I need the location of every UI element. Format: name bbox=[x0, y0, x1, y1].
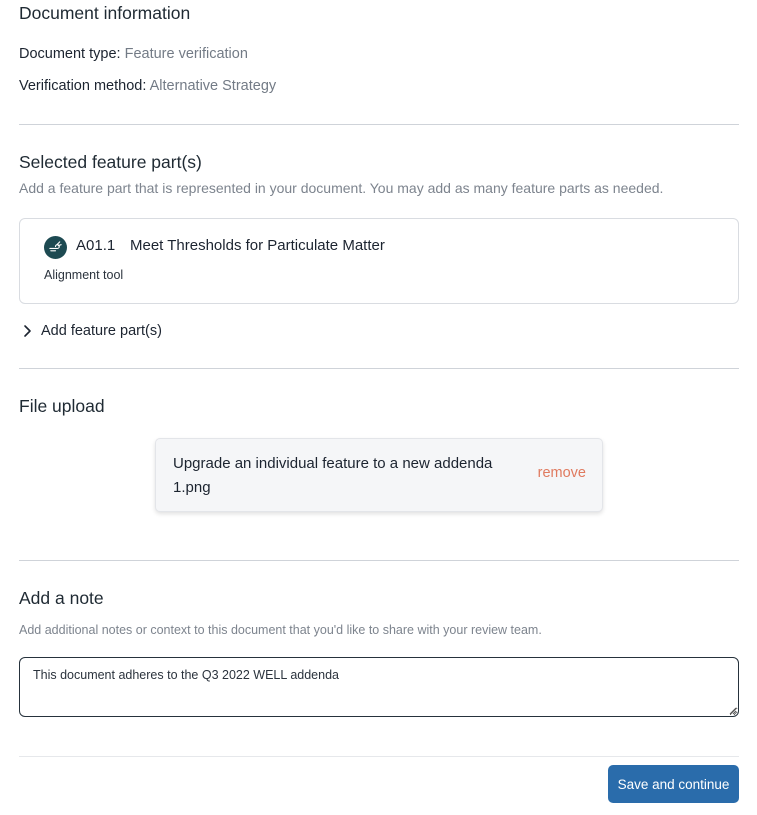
divider bbox=[19, 124, 739, 125]
feature-name: Meet Thresholds for Particulate Matter bbox=[130, 237, 385, 254]
document-type-label: Document type: bbox=[19, 46, 121, 62]
note-textarea[interactable] bbox=[19, 657, 739, 717]
save-and-continue-button[interactable]: Save and continue bbox=[608, 765, 739, 803]
divider bbox=[19, 560, 739, 561]
uploaded-file-name: Upgrade an individual feature to a new addenda 1.png bbox=[173, 455, 493, 496]
file-upload-title: File upload bbox=[19, 396, 105, 416]
feature-card bbox=[19, 218, 739, 304]
document-type-value: Feature verification bbox=[124, 46, 248, 62]
add-feature-button[interactable] bbox=[19, 320, 162, 342]
note-hint: Add additional notes or context to this document that you'd like to share with your review team. bbox=[19, 623, 542, 637]
add-feature-label: Add feature part(s) bbox=[41, 323, 162, 339]
note-title: Add a note bbox=[19, 588, 104, 608]
divider bbox=[19, 368, 739, 369]
air-icon bbox=[44, 236, 67, 259]
document-type-row bbox=[19, 46, 248, 62]
verification-method-row bbox=[19, 78, 276, 94]
chevron-right-icon bbox=[19, 323, 35, 339]
uploaded-file-card bbox=[155, 438, 603, 512]
verification-method-label: Verification method: bbox=[19, 78, 147, 94]
feature-code: A01.1 bbox=[76, 237, 116, 254]
feature-tool: Alignment tool bbox=[44, 268, 124, 282]
verification-method-value: Alternative Strategy bbox=[149, 78, 277, 94]
selected-features-hint: Add a feature part that is represented in your document. You may add as many feature parts as needed. bbox=[19, 180, 664, 196]
selected-features-title: Selected feature part(s) bbox=[19, 152, 202, 172]
remove-file-button[interactable]: remove bbox=[537, 465, 586, 481]
document-info-title: Document information bbox=[19, 3, 191, 23]
footer-divider bbox=[19, 756, 739, 757]
